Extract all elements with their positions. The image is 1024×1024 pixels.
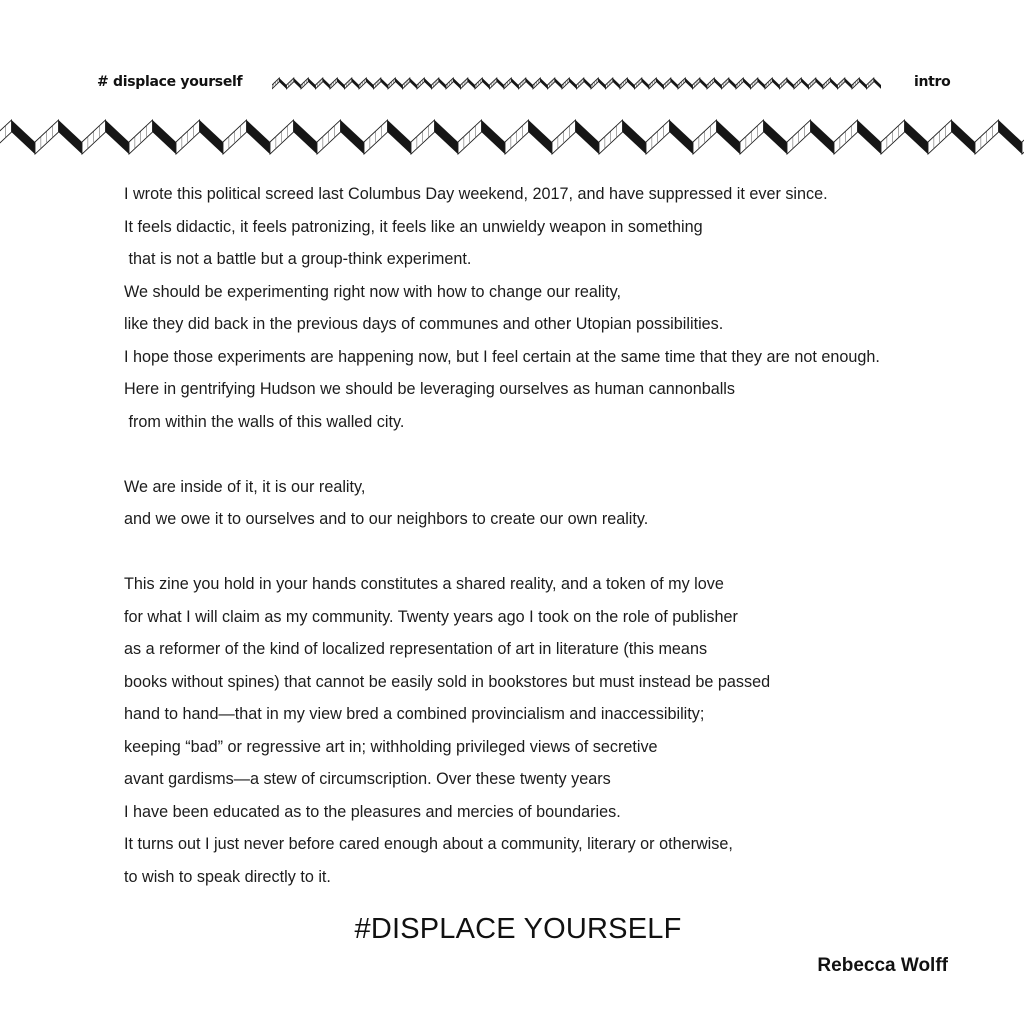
text-line: I hope those experiments are happening now, but I feel certain at the same time that they are not enough. — [124, 347, 880, 366]
text-line: for what I will claim as my community. Twenty years ago I took on the role of publisher — [124, 607, 738, 626]
section-name: intro — [914, 74, 951, 90]
text-line: from within the walls of this walled city. — [124, 412, 405, 431]
text-line: I wrote this political screed last Columbus Day weekend, 2017, and have suppressed it ever since. — [124, 185, 828, 203]
small-zigzag-divider — [272, 77, 884, 91]
text-line: avant gardisms—a stew of circumscription. Over these twenty years — [124, 770, 611, 788]
text-line: Here in gentrifying Hudson we should be leveraging ourselves as human cannonballs — [124, 380, 735, 398]
text-line: This zine you hold in your hands constitutes a shared reality, and a token of my love — [124, 575, 724, 593]
text-line: and we owe it to ourselves and to our neighbors to create our own reality. — [124, 510, 649, 528]
text-line: We should be experimenting right now with how to change our reality, — [124, 282, 621, 301]
text-line: that is not a battle but a group-think experiment. — [124, 250, 472, 268]
text-line: I have been educated as to the pleasures and mercies of boundaries. — [124, 802, 621, 821]
text-line: as a reformer of the kind of localized representation of art in literature (this means — [124, 640, 708, 658]
text-line: It turns out I just never before cared enough about a community, literary or otherwise, — [124, 835, 733, 853]
section-tag: # displace yourself — [97, 74, 243, 90]
text-line: keeping “bad” or regressive art in; withholding privileged views of secretive — [124, 737, 658, 756]
large-zigzag-border — [0, 118, 1024, 162]
author-name: Rebecca Wolff — [817, 955, 948, 976]
slogan-heading: #DISPLACE YOURSELF — [354, 913, 682, 945]
text-line: hand to hand—that in my view bred a combined provincialism and inaccessibility; — [124, 705, 705, 723]
text-line: like they did back in the previous days of communes and other Utopian possibilities. — [124, 315, 724, 333]
text-line: We are inside of it, it is our reality, — [124, 477, 366, 496]
text-line: It feels didactic, it feels patronizing, it feels like an unwieldy weapon in something — [124, 217, 703, 236]
intro-text — [124, 178, 1004, 893]
text-line: to wish to speak directly to it. — [124, 867, 331, 886]
text-line: books without spines) that cannot be easily sold in bookstores but must instead be passed — [124, 672, 771, 691]
